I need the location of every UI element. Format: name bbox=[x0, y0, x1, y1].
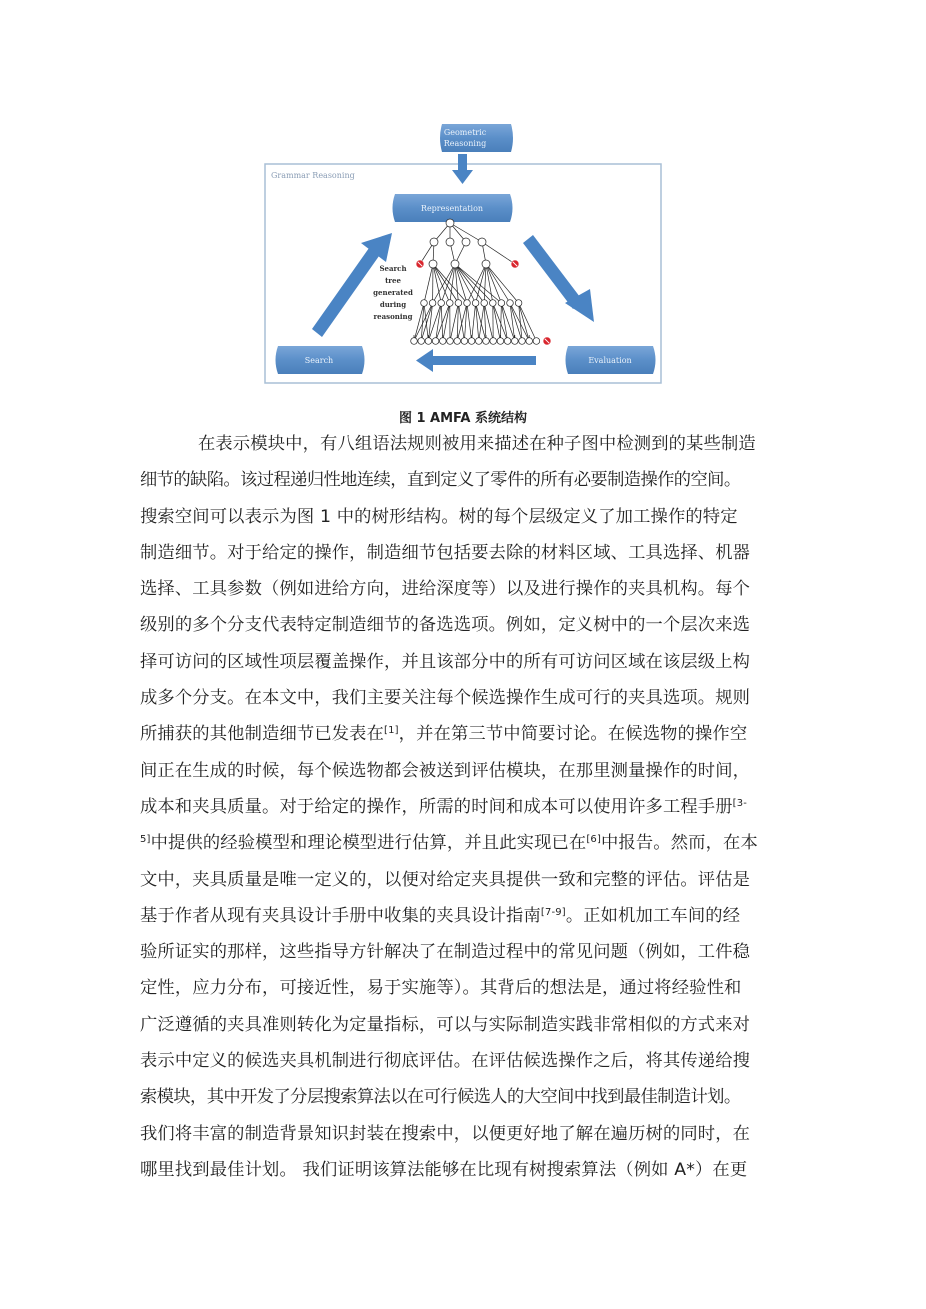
text-line bbox=[140, 789, 790, 825]
tree-node bbox=[455, 300, 462, 307]
text-line: 我们将丰富的制造背景知识封装在搜索中，以便更好地了解在遍历树的同时，在 bbox=[140, 1123, 751, 1144]
tree-node bbox=[515, 300, 522, 307]
text-line bbox=[140, 898, 790, 934]
tree-node bbox=[440, 338, 447, 345]
text-line: 细节的缺陷。该过程递归性地连续，直到定义了零件的所有必要制造操作的空间。 bbox=[140, 470, 741, 491]
text-line: 选择、工具参数（例如进给方向，进给深度等）以及进行操作的夹具机构。每个 bbox=[140, 579, 751, 600]
text-line: 在表示模块中，有八组语法规则被用来描述在种子图中检测到的某些制造 bbox=[198, 434, 756, 454]
search-tree-line-5: reasoning bbox=[373, 312, 413, 321]
tree-node bbox=[454, 338, 461, 345]
tree-node bbox=[482, 260, 490, 268]
text-line: 级别的多个分支代表特定制造细节的备选选项。例如，定义树中的一个层次来选 bbox=[140, 615, 751, 636]
tree-node bbox=[490, 338, 497, 345]
tree-node bbox=[462, 238, 470, 246]
tree-node bbox=[421, 300, 428, 307]
tree-node bbox=[533, 338, 540, 345]
tree-node bbox=[438, 300, 445, 307]
tree-node bbox=[461, 338, 468, 345]
amfa-system-diagram bbox=[262, 118, 664, 388]
text-line: 文中，夹具质量是唯一定义的，以便对给定夹具提供一致和完整的评估。评估是 bbox=[140, 869, 751, 890]
text-line: 间正在生成的时候，每个候选物都会被送到评估模块，在那里测量操作的时间， bbox=[140, 760, 751, 781]
tree-node bbox=[432, 338, 439, 345]
text-line: 广泛遵循的夹具准则转化为定量指标，可以与实际制造实践非常相似的方式来对 bbox=[140, 1014, 751, 1035]
tree-node bbox=[504, 338, 511, 345]
text-line: 择可访问的区域性项层覆盖操作，并且该部分中的所有可访问区域在该层级上构 bbox=[140, 651, 751, 672]
tree-node bbox=[418, 338, 425, 345]
text-segment: 基于作者从现有夹具设计手册中收集的夹具设计指南 bbox=[140, 905, 541, 926]
text-segment: 成本和夹具质量。对于给定的操作，所需的时间和成本可以使用许多工程手册 bbox=[140, 796, 733, 817]
text-line bbox=[140, 716, 790, 752]
tree-node bbox=[507, 300, 514, 307]
body-paragraph bbox=[140, 426, 790, 1188]
search-tree-line-1: Search bbox=[379, 264, 407, 273]
grammar-reasoning-label: Grammar Reasoning bbox=[271, 171, 355, 180]
geometric-reasoning-line-1: Geometric bbox=[443, 128, 487, 137]
tree-node bbox=[512, 338, 519, 345]
tree-node bbox=[464, 300, 471, 307]
tree-node bbox=[468, 338, 475, 345]
geometric-reasoning-box bbox=[440, 124, 513, 152]
tree-node bbox=[481, 300, 488, 307]
search-tree-line-2: tree bbox=[385, 276, 401, 285]
evaluation-label: Evaluation bbox=[588, 356, 632, 365]
tree-node bbox=[476, 338, 483, 345]
tree-node bbox=[447, 338, 454, 345]
tree-node bbox=[446, 219, 454, 227]
tree-node bbox=[519, 338, 526, 345]
citation-1: [1] bbox=[384, 725, 399, 737]
representation-label: Representation bbox=[420, 204, 484, 213]
tree-node bbox=[472, 300, 479, 307]
text-line: 表示中定义的候选夹具机制进行彻底评估。在评估候选操作之后，将其传递给搜 bbox=[140, 1051, 751, 1072]
tree-node bbox=[498, 300, 505, 307]
tree-node bbox=[478, 238, 486, 246]
text-line: 制造细节。对于给定的操作，制造细节包括要去除的材料区域、工具选择、机器 bbox=[140, 542, 751, 563]
text-line: 验所证实的那样，这些指导方针解决了在制造过程中的常见问题（例如，工件稳 bbox=[140, 942, 751, 963]
tree-node bbox=[483, 338, 490, 345]
figure-caption: 图 1 AMFA 系统结构 bbox=[398, 411, 528, 426]
tree-node bbox=[411, 338, 418, 345]
geometric-reasoning-line-2: Reasoning bbox=[443, 139, 487, 148]
search-label: Search bbox=[304, 356, 334, 365]
text-line: 成多个分支。在本文中，我们主要关注每个候选操作生成可行的夹具选项。规则 bbox=[140, 688, 751, 709]
citation-6: [6] bbox=[586, 834, 601, 846]
text-line: 搜索空间可以表示为图 1 中的树形结构。树的每个层级定义了加工操作的特定 bbox=[140, 506, 738, 527]
tree-node bbox=[490, 300, 497, 307]
representation-box bbox=[393, 194, 513, 222]
tree-node bbox=[429, 260, 437, 268]
tree-node bbox=[526, 338, 533, 345]
tree-node bbox=[497, 338, 504, 345]
tree-node bbox=[446, 238, 454, 246]
tree-node bbox=[447, 300, 454, 307]
text-segment: 中报告。然而，在本 bbox=[601, 833, 758, 854]
text-segment: 中提供的经验模型和理论模型进行估算，并且此实现已在 bbox=[150, 833, 587, 854]
citation-3-5-start: [3- bbox=[732, 797, 747, 809]
search-box bbox=[276, 346, 365, 374]
tree-node bbox=[451, 260, 459, 268]
evaluation-box bbox=[566, 346, 656, 374]
citation-3-5-end: 5] bbox=[140, 834, 151, 846]
search-tree-line-3: generated bbox=[373, 288, 413, 297]
text-segment: 。正如机加工车间的经 bbox=[565, 905, 741, 926]
text-line: 索模块，其中开发了分层搜索算法以在可行候选人的大空间中找到最佳制造计划。 bbox=[140, 1087, 741, 1108]
text-segment: 所捕获的其他制造细节已发表在 bbox=[140, 724, 385, 745]
text-line: 定性，应力分布，可接近性，易于实施等）。其背后的想法是，通过将经验性和 bbox=[140, 978, 742, 999]
text-segment: ，并在第三节中简要讨论。在候选物的操作空 bbox=[398, 724, 748, 745]
text-line bbox=[140, 825, 790, 861]
search-tree-line-4: during bbox=[379, 300, 407, 309]
tree-node bbox=[425, 338, 432, 345]
tree-node bbox=[430, 238, 438, 246]
citation-7-9: [7-9] bbox=[540, 906, 566, 918]
text-line: 哪里找到最佳计划。 我们证明该算法能够在比现有树搜索算法（例如 A*）在更 bbox=[140, 1159, 748, 1180]
tree-node bbox=[429, 300, 436, 307]
